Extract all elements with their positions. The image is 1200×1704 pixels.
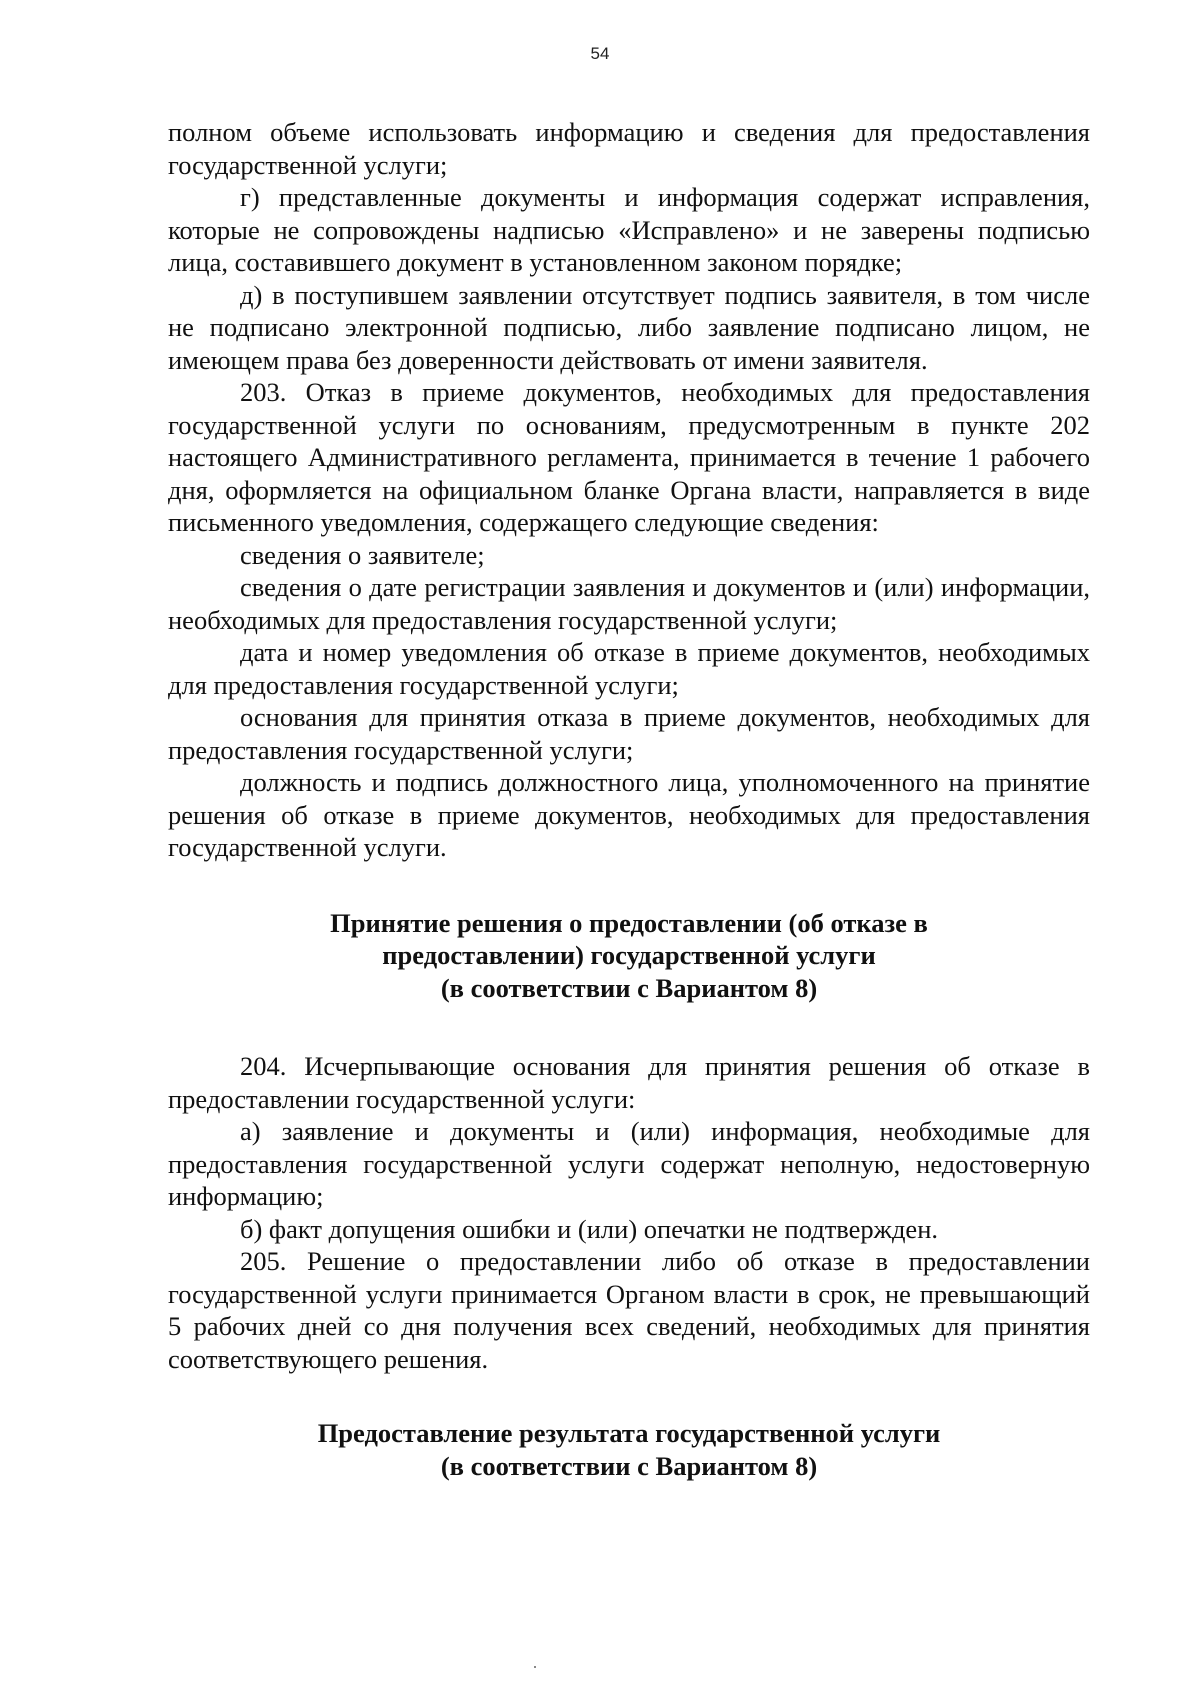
heading-line: предоставлении) государственной услуги [382,940,876,970]
paragraph-203: 203. Отказ в приеме документов, необходимых для предоставления государственной услуги по основаниям, предусмотренным в пункте 202 настоящего Административного регламента, принимается в течение 1 рабочего дня, оформляется на официальном бланке Органа власти, направляется в виде письменного уведомления, содержащего следующие сведения: [168,377,1090,537]
list-item: основания для принятия отказа в приеме документов, необходимых для предоставления государственной услуги; [168,702,1090,765]
paragraph-204: 204. Исчерпывающие основания для принятия решения об отказе в предоставлении государственной услуги: [168,1051,1090,1114]
heading-line: (в соответствии с Вариантом 8) [440,972,818,1003]
paragraph: полном объеме использовать информацию и сведения для предоставления государственной услуги; [168,117,1090,180]
paragraph-item-g: г) представленные документы и информация содержат исправления, которые не сопровождены надписью «Исправлено» и не заверены подписью лица, составившего документ в установленном законом порядке; [168,182,1090,277]
heading-line: Принятие решения о предоставлении (об отказе в [330,907,928,938]
list-item: дата и номер уведомления об отказе в приеме документов, необходимых для предоставления государственной услуги; [168,637,1090,700]
paragraph-item-b: б) факт допущения ошибки и (или) опечатки не подтвержден. [240,1213,939,1244]
section-heading-result [168,1417,1090,1482]
document-body [168,116,1090,1482]
scan-speck [534,1666,536,1668]
page-number: 54 [590,44,610,63]
paragraph-205: 205. Решение о предоставлении либо об отказе в предоставлении государственной услуги принимается Органом власти в срок, не превышающий 5 рабочих дней со дня получения всех сведений, необходимых для принятия соответствующего решения. [168,1246,1090,1374]
list-item: должность и подпись должностного лица, уполномоченного на принятие решения об отказе в приеме документов, необходимых для предоставления государственной услуги. [168,767,1090,862]
section-heading-decision [168,907,1090,1005]
list-item: сведения о дате регистрации заявления и документов и (или) информации, необходимых для предоставления государственной услуги; [168,572,1090,635]
paragraph-item-d: д) в поступившем заявлении отсутствует подпись заявителя, в том числе не подписано электронной подписью, либо заявление подписано лицом, не имеющем права без доверенности действовать от имени заявителя. [168,279,1090,375]
paragraph-item-a: а) заявление и документы и (или) информация, необходимые для предоставления государственной услуги содержат неполную, недостоверную информацию; [168,1116,1090,1211]
list-item: сведения о заявителе; [240,539,485,570]
heading-line: Предоставление результата государственной услуги [317,1418,941,1448]
heading-line: (в соответствии с Вариантом 8) [440,1450,818,1481]
